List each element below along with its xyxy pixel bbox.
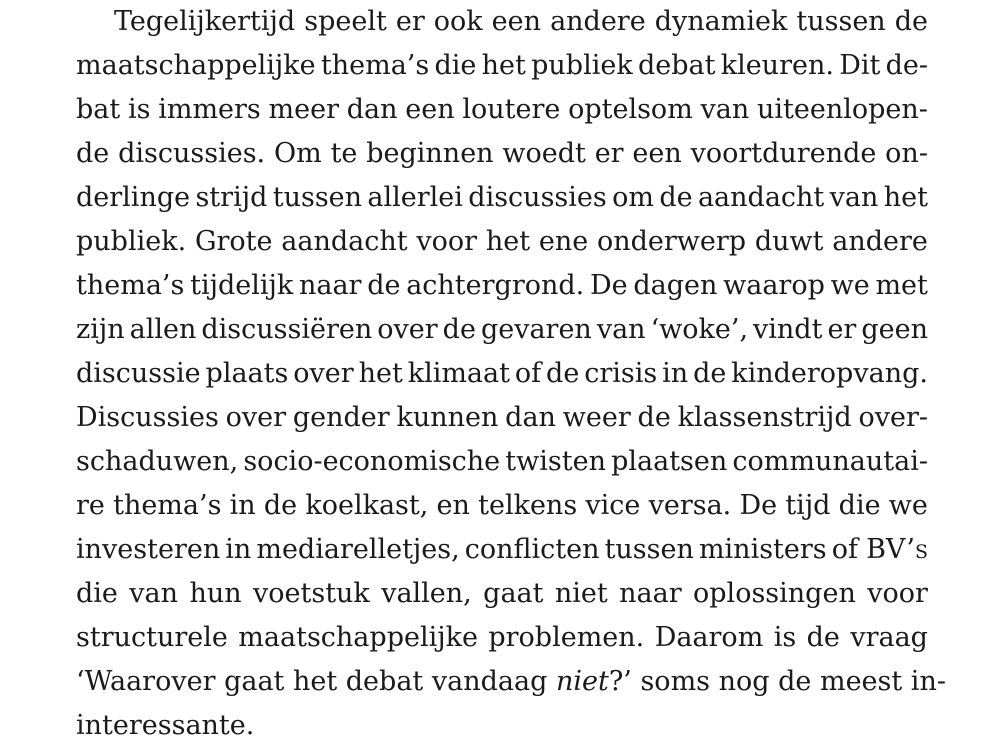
word: re: [76, 490, 105, 521]
word: de: [367, 270, 401, 301]
text-line-8: [76, 308, 928, 352]
text-line-6: [76, 220, 928, 264]
word: immers: [158, 94, 261, 125]
word: maatschappelijke: [238, 622, 478, 653]
word: naar: [619, 578, 682, 609]
text-line-13: [76, 528, 928, 572]
word: De: [589, 270, 628, 301]
text-line-12: [76, 484, 928, 528]
word: de: [806, 622, 840, 653]
word: dynamiek: [654, 6, 788, 37]
word: hun: [189, 578, 242, 609]
word: kunnen: [396, 402, 499, 433]
word: allen: [129, 314, 197, 345]
word: discussiëren: [201, 314, 373, 345]
word: van: [129, 578, 179, 609]
word: tijd: [785, 490, 831, 521]
word: over: [293, 358, 354, 389]
word: de: [263, 490, 298, 521]
word: duwt: [754, 226, 824, 257]
text-line-10: [76, 396, 928, 440]
word: versa.: [648, 490, 732, 521]
word: De: [739, 490, 778, 521]
word: beginnen: [366, 138, 494, 169]
word: het: [358, 358, 403, 389]
word: die: [434, 50, 477, 81]
word: voor: [416, 226, 478, 257]
word: voor: [867, 578, 928, 609]
text-line-16-lead: ‘Waarover gaat het debat vandaag: [76, 666, 548, 697]
word: klimaat: [407, 358, 510, 389]
word: vraag: [850, 622, 928, 653]
word: andere: [832, 226, 928, 257]
word: het: [883, 182, 928, 213]
word: plaatsen: [611, 446, 728, 477]
word: waarop: [723, 270, 825, 301]
italic-word: niet: [555, 666, 609, 697]
word: socio-economische: [243, 446, 501, 477]
word: de: [442, 314, 476, 345]
word: communautai-: [732, 446, 928, 477]
word: optelsom: [568, 94, 693, 125]
word: allerlei: [367, 182, 463, 213]
word: voortdurende: [690, 138, 877, 169]
word: problemen.: [488, 622, 645, 653]
word: voetstuk: [253, 578, 370, 609]
word: telkens: [478, 490, 578, 521]
word: Om: [273, 138, 322, 169]
word: tijdelijk: [190, 270, 294, 301]
word: aandacht: [697, 182, 825, 213]
text-line-7: [76, 264, 928, 308]
text-line-9: [76, 352, 928, 396]
word: geen: [861, 314, 928, 345]
word: ene: [538, 226, 589, 257]
word: gevaren: [480, 314, 592, 345]
word: tussen: [604, 534, 694, 565]
word: met: [875, 270, 928, 301]
word: in: [662, 358, 689, 389]
word: tussen: [272, 182, 363, 213]
word: de: [76, 138, 110, 169]
word: is: [127, 94, 151, 125]
word: om: [612, 182, 654, 213]
word: een: [405, 94, 455, 125]
word: derlinge: [76, 182, 191, 213]
word: woedt: [502, 138, 586, 169]
word: gender: [292, 402, 390, 433]
word: Discussies: [76, 402, 219, 433]
word: schaduwen,: [76, 446, 239, 477]
word: de: [894, 6, 928, 37]
word: over: [377, 314, 438, 345]
text-line-2: [76, 44, 928, 88]
word: Daarom: [654, 622, 764, 653]
text-line-13-words: [76, 528, 858, 572]
word: publiek.: [76, 226, 187, 257]
word: dan: [346, 94, 398, 125]
word: kleuren.: [720, 50, 834, 81]
word: mediarelletjes,: [256, 534, 460, 565]
word: die: [76, 578, 118, 609]
text-line-16: [76, 660, 946, 704]
word: gaat: [483, 578, 544, 609]
word: dan: [505, 402, 556, 433]
word: klassenstrijd: [677, 402, 852, 433]
word: in: [229, 490, 256, 521]
text-line-17-words: interessante.: [76, 710, 255, 741]
word: kinderopvang.: [731, 358, 928, 389]
text-line-17: [76, 704, 254, 748]
word: er: [827, 314, 857, 345]
word: on-: [885, 138, 928, 169]
word: structurele: [76, 622, 228, 653]
word: de: [659, 182, 693, 213]
word: maatschappelijke: [76, 50, 316, 81]
word: de-: [885, 50, 928, 81]
text-line-1: [114, 0, 928, 44]
word: debat: [637, 50, 716, 81]
word: twisten: [505, 446, 606, 477]
word: de: [637, 402, 671, 433]
word: te: [330, 138, 358, 169]
word: loutere: [462, 94, 561, 125]
word: Dit: [839, 50, 881, 81]
word: koelkast,: [305, 490, 429, 521]
text-line-15: [76, 616, 928, 660]
word: onderwerp: [596, 226, 747, 257]
word: strijd: [195, 182, 268, 213]
word: Grote: [194, 226, 273, 257]
bv-abbreviation: BV’s: [866, 534, 928, 565]
text-line-14: [76, 572, 928, 616]
word: een: [491, 6, 542, 37]
word: uiteenlopen-: [757, 94, 928, 125]
word: of: [831, 534, 858, 565]
word: niet: [554, 578, 608, 609]
text-line-16-tail: ?’ soms nog de meest in-: [608, 666, 946, 697]
word: bat: [76, 94, 121, 125]
text-line-5: [76, 176, 928, 220]
word: weer: [562, 402, 631, 433]
word: Tegelijkertijd: [114, 6, 296, 37]
word: andere: [550, 6, 646, 37]
word: aandacht: [281, 226, 408, 257]
word: vice: [585, 490, 641, 521]
word: thema’s: [113, 490, 222, 521]
word: dagen: [633, 270, 718, 301]
word: ministers: [698, 534, 827, 565]
word: is: [773, 622, 797, 653]
word: er: [594, 138, 624, 169]
text-line-16-start: [76, 660, 946, 704]
word: publiek: [531, 50, 633, 81]
word: zijn: [76, 314, 125, 345]
word: vallen,: [381, 578, 472, 609]
word: oplossingen: [693, 578, 856, 609]
word: we: [830, 270, 870, 301]
word: het: [481, 50, 526, 81]
word: speelt: [304, 6, 387, 37]
word: over: [225, 402, 287, 433]
word: crisis: [584, 358, 658, 389]
word: plaats: [205, 358, 289, 389]
word: een: [632, 138, 682, 169]
word: er: [395, 6, 425, 37]
text-line-4: [76, 132, 928, 176]
word: van: [829, 182, 879, 213]
word: ‘woke’,: [650, 314, 749, 345]
text-line-3: [76, 88, 928, 132]
word: discussie: [76, 358, 201, 389]
word: ook: [433, 6, 483, 37]
word: conflicten: [464, 534, 600, 565]
word: thema’s: [320, 50, 430, 81]
word: over-: [858, 402, 928, 433]
word: discussies: [468, 182, 607, 213]
word: in: [225, 534, 252, 565]
word: investeren: [76, 534, 221, 565]
word: we: [888, 490, 928, 521]
word: vindt: [753, 314, 823, 345]
word: de: [693, 358, 727, 389]
word: discussies.: [118, 138, 266, 169]
word: tussen: [796, 6, 886, 37]
word: het: [485, 226, 531, 257]
word: thema’s: [76, 270, 185, 301]
word: meer: [268, 94, 339, 125]
word: of: [514, 358, 542, 389]
word: die: [838, 490, 881, 521]
word: van: [700, 94, 750, 125]
word: van: [596, 314, 646, 345]
text-line-11: [76, 440, 928, 484]
word: en: [436, 490, 470, 521]
word: achtergrond.: [406, 270, 585, 301]
word: naar: [298, 270, 362, 301]
word: de: [546, 358, 580, 389]
